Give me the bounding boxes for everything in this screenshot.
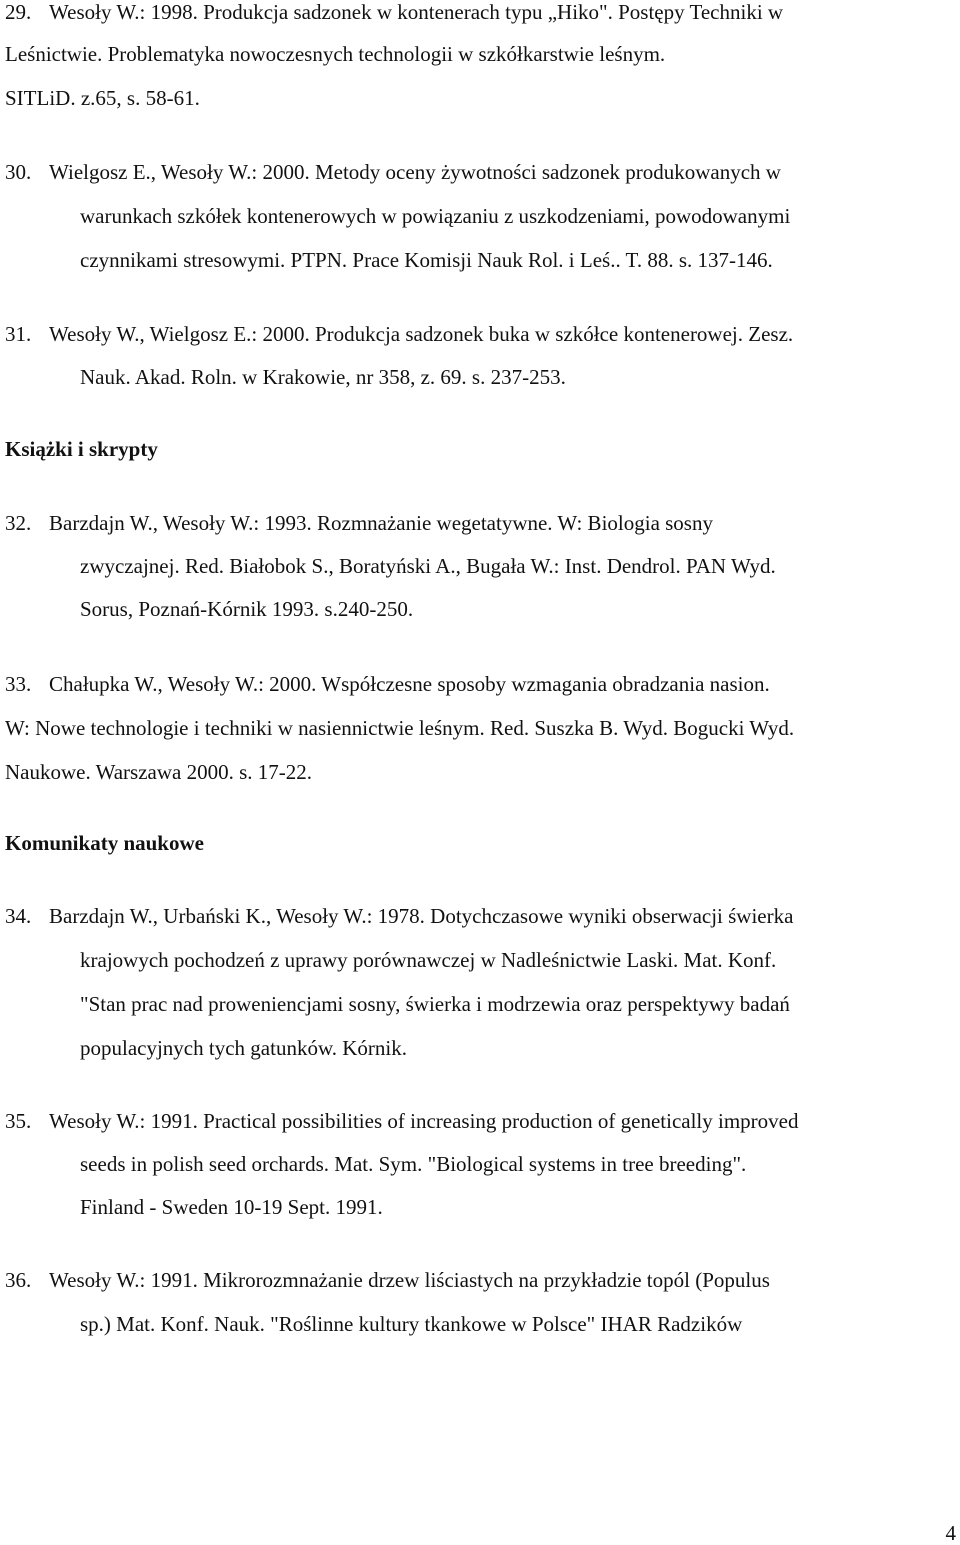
entry-number: 36. bbox=[5, 1268, 32, 1292]
entry-text-line: "Stan prac nad proweniencjami sosny, świerka i modrzewia oraz perspektywy badań bbox=[80, 992, 790, 1016]
entry-text-line: W: Nowe technologie i techniki w nasiennictwie leśnym. Red. Suszka B. Wyd. Bogucki Wyd. bbox=[5, 716, 795, 740]
entry-number: 31. bbox=[5, 322, 32, 346]
entry-number: 32. bbox=[5, 511, 32, 535]
entry-text-line: zwyczajnej. Red. Białobok S., Boratyński A., Bugała W.: Inst. Dendrol. PAN Wyd. bbox=[80, 554, 776, 578]
entry-text-line: czynnikami stresowymi. PTPN. Prace Komisji Nauk Rol. i Leś.. T. 88. s. 137-146. bbox=[80, 248, 773, 272]
entry-text-line: Barzdajn W., Urbański K., Wesoły W.: 1978. Dotychczasowe wyniki obserwacji świerka bbox=[49, 904, 794, 928]
entry-text-line: Wesoły W., Wielgosz E.: 2000. Produkcja sadzonek buka w szkółce kontenerowej. Zesz. bbox=[49, 322, 794, 346]
entry-text-line: Nauk. Akad. Roln. w Krakowie, nr 358, z. 69. s. 237-253. bbox=[80, 365, 566, 389]
entry-text-line: Wielgosz E., Wesoły W.: 2000. Metody oceny żywotności sadzonek produkowanych w bbox=[49, 160, 781, 184]
entry-text-line: Wesoły W.: 1991. Practical possibilities of increasing production of genetically improved bbox=[49, 1109, 799, 1133]
entry-text-line: SITLiD. z.65, s. 58-61. bbox=[5, 86, 200, 110]
entry-number: 30. bbox=[5, 160, 32, 184]
entry-text-line: populacyjnych tych gatunków. Kórnik. bbox=[80, 1036, 407, 1060]
entry-text-line: Finland - Sweden 10-19 Sept. 1991. bbox=[80, 1195, 383, 1219]
entry-text-line: krajowych pochodzeń z uprawy porównawczej w Nadleśnictwie Laski. Mat. Konf. bbox=[80, 948, 777, 972]
entry-text-line: sp.) Mat. Konf. Nauk. "Roślinne kultury tkankowe w Polsce" IHAR Radzików bbox=[80, 1312, 743, 1336]
entry-text-line: Chałupka W., Wesoły W.: 2000. Współczesne sposoby wzmagania obradzania nasion. bbox=[49, 672, 770, 696]
entry-text-line: Wesoły W.: 1991. Mikrorozmnażanie drzew liściastych na przykładzie topól (Populus bbox=[49, 1268, 770, 1292]
entry-text-line: Wesoły W.: 1998. Produkcja sadzonek w kontenerach typu „Hiko". Postępy Techniki w bbox=[49, 0, 784, 24]
entry-text-line: Sorus, Poznań-Kórnik 1993. s.240-250. bbox=[80, 597, 414, 621]
entry-text-line: warunkach szkółek kontenerowych w powiązaniu z uszkodzeniami, powodowanymi bbox=[80, 204, 791, 228]
section-heading-books: Książki i skrypty bbox=[5, 437, 158, 461]
entry-text-line: Leśnictwie. Problematyka nowoczesnych technologii w szkółkarstwie leśnym. bbox=[5, 42, 666, 66]
entry-text-line: Naukowe. Warszawa 2000. s. 17-22. bbox=[5, 760, 313, 784]
entry-number: 34. bbox=[5, 904, 32, 928]
entry-text-line: Barzdajn W., Wesoły W.: 1993. Rozmnażanie wegetatywne. W: Biologia sosny bbox=[49, 511, 713, 535]
entry-number: 35. bbox=[5, 1109, 32, 1133]
entry-text-line: seeds in polish seed orchards. Mat. Sym. "Biological systems in tree breeding". bbox=[80, 1152, 747, 1176]
page-number: 4 bbox=[945, 1521, 956, 1545]
entry-number: 29. bbox=[5, 0, 32, 24]
section-heading-communications: Komunikaty naukowe bbox=[5, 831, 204, 855]
entry-number: 33. bbox=[5, 672, 32, 696]
